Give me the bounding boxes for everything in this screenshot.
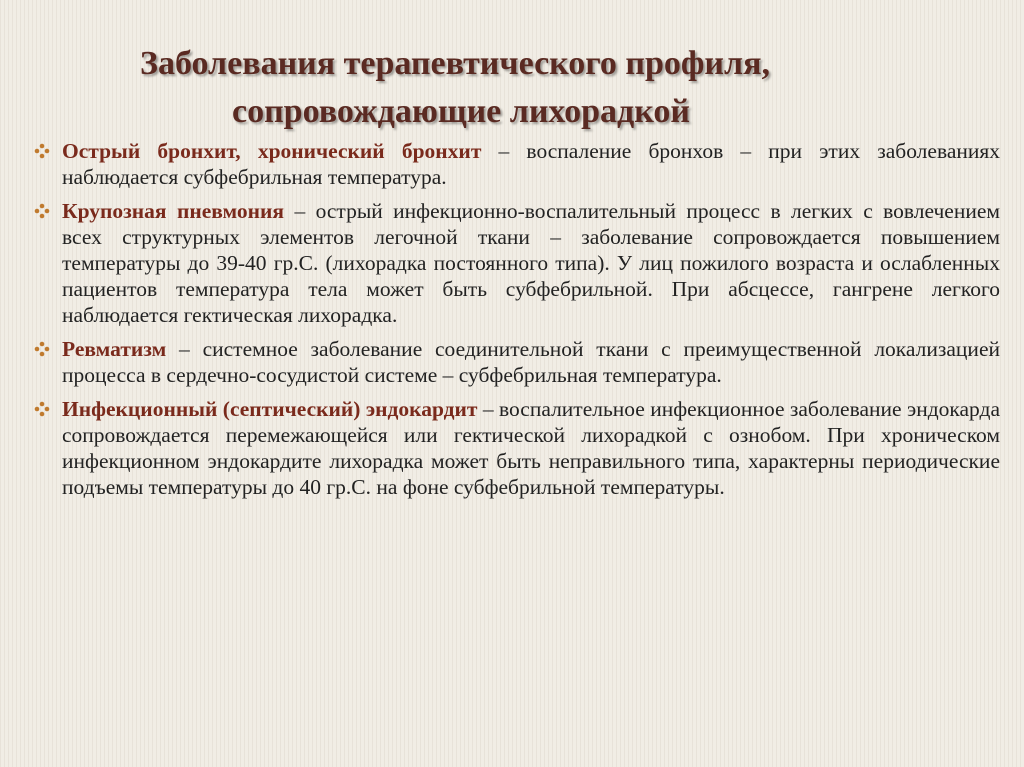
item-text: – острый инфекционно-воспалительный процесс в легких с вовлечением всех структурных элементов легочной ткани – заболевание сопровождается повышением температуры до 39-40 гр.С. (лихорадка постоянного типа). У лиц пожилого возраста и ослабленных пациентов температура тела может быть субфебрильной. При абсцессе, гангрене легкого наблюдается гектическая лихорадка. [62, 199, 1001, 327]
item-term: Ревматизм [62, 337, 167, 361]
list-item [30, 396, 1000, 500]
bullet-list [30, 138, 1000, 508]
diamond-dots-icon [34, 203, 50, 219]
item-text: – системное заболевание соединительной ткани с преимущественной локализацией процесса в сердечно-сосудистой системе – субфебрильная температура. [62, 337, 1000, 387]
list-item [30, 198, 1000, 328]
list-item [30, 336, 1000, 388]
slide-title [140, 40, 1000, 136]
title-line-1: Заболевания терапевтического профиля, [140, 45, 770, 82]
item-text: – воспаление бронхов – при этих заболеваниях наблюдается субфебрильная температура. [62, 139, 1001, 189]
title-line-2: сопровождающие лихорадкой [232, 93, 690, 130]
item-text: – воспалительное инфекционное заболевание эндокарда сопровождается перемежающейся или гектической лихорадкой с ознобом. При хроническом инфекционном эндокардите лихорадка может быть неправильного типа, характерны периодические подъемы температуры до 40 гр.С. на фоне субфебрильной температуры. [62, 397, 1001, 499]
item-term: Крупозная пневмония [62, 199, 285, 223]
diamond-dots-icon [34, 401, 50, 417]
list-item [30, 138, 1000, 190]
item-term: Острый бронхит, хронический бронхит [62, 139, 482, 163]
diamond-dots-icon [34, 341, 50, 357]
diamond-dots-icon [34, 143, 50, 159]
item-term: Инфекционный (септический) эндокардит [62, 397, 478, 421]
